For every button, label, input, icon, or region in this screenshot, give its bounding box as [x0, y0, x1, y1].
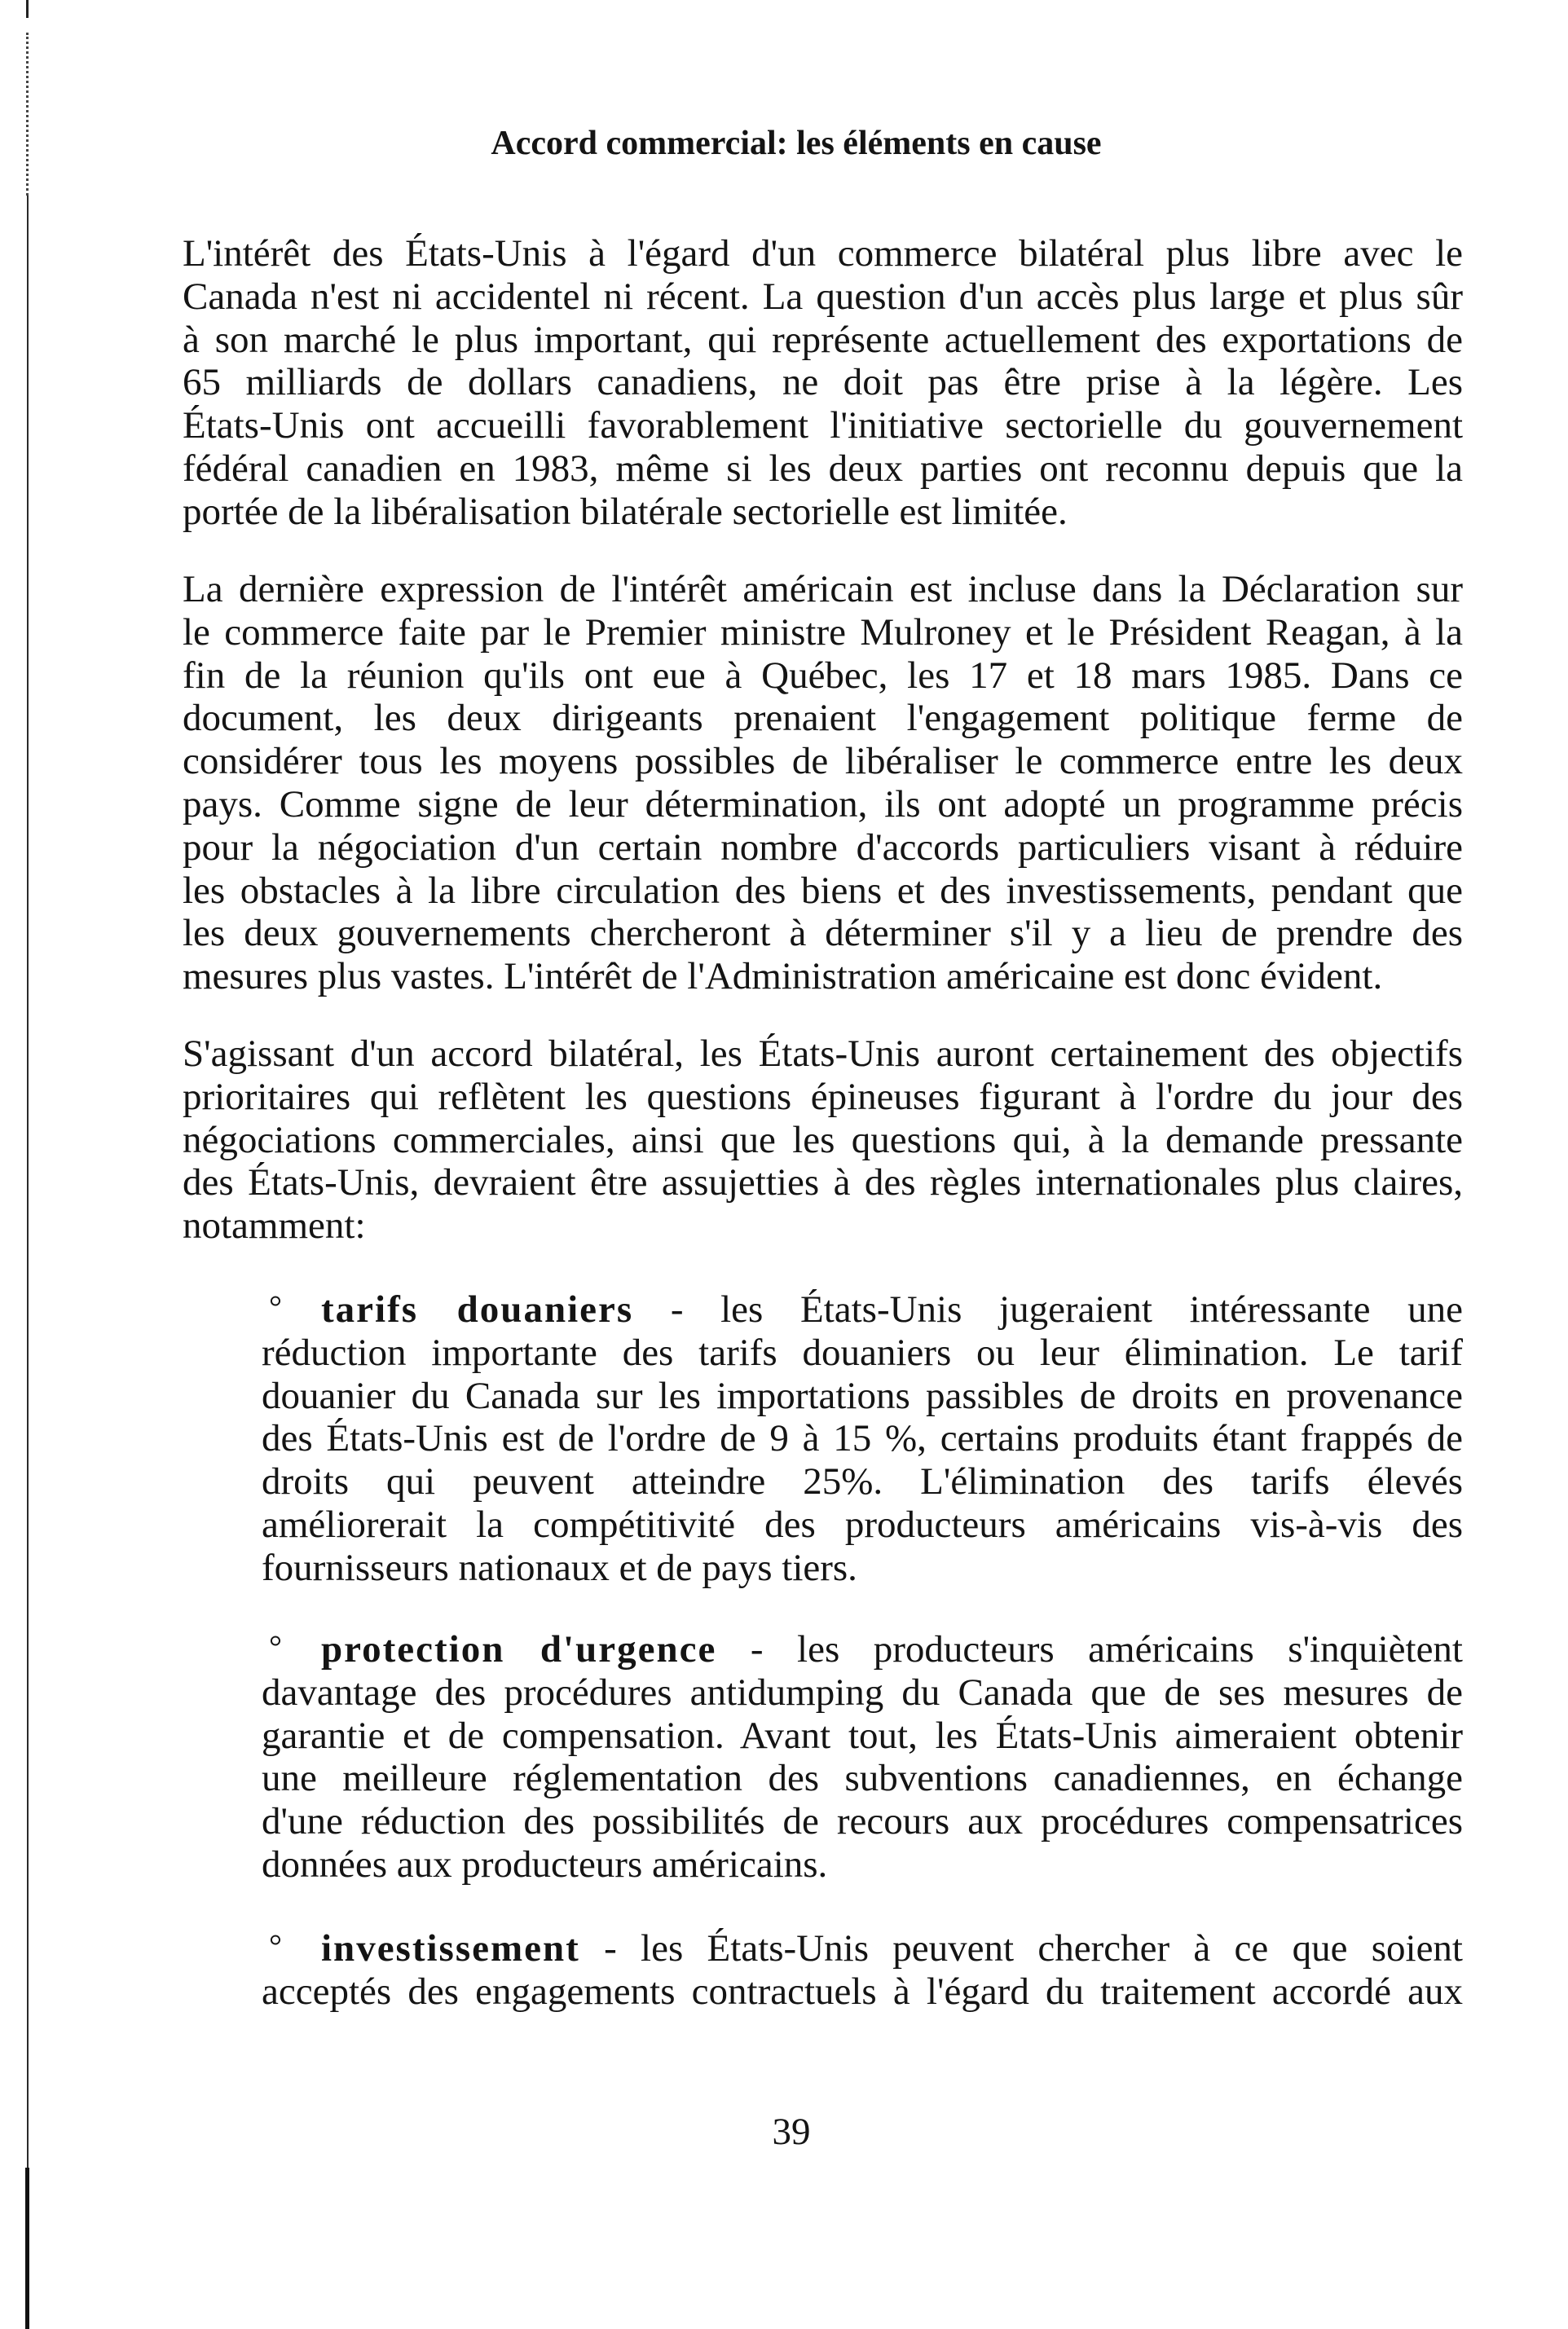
bullet-lead-text — [321, 1288, 1463, 1332]
text-line: garantie et de compensation. Avant tout, les États-Unis aimeraient obtenir — [262, 1714, 1463, 1757]
text-line: fin de la réunion qu'ils ont eue à Québec, les 17 et 18 mars 1985. Dans ce — [183, 654, 1463, 697]
bullet-item-tarifs-douaniers — [262, 1288, 1463, 1590]
text-line: S'agissant d'un accord bilatéral, les États-Unis auront certainement des objectifs — [183, 1032, 1463, 1075]
text-line: mesures plus vastes. L'intérêt de l'Administration américaine est donc évident. — [183, 955, 1383, 998]
bullet-item-protection-urgence — [262, 1628, 1463, 1887]
bullet-lead: - les États-Unis jugeraient intéressante une — [670, 1288, 1463, 1331]
text-line: d'une réduction des possibilités de recours aux procédures compensatrices — [262, 1800, 1463, 1843]
bullet-term: investissement — [321, 1927, 580, 1970]
text-line: document, les deux dirigeants prenaient l'engagement politique ferme de — [183, 697, 1463, 740]
bullet-lead-text — [321, 1927, 1463, 1970]
bullet-first-line — [262, 1927, 1463, 1970]
text-line: les obstacles à la libre circulation des biens et des investissements, pendant que — [183, 869, 1463, 912]
paragraph-2 — [183, 568, 1463, 998]
bullet-lead: - les producteurs américains s'inquiètent — [750, 1628, 1463, 1671]
text-line: acceptés des engagements contractuels à l'égard du traitement accordé aux — [262, 1970, 1463, 2013]
bullet-term: protection d'urgence — [321, 1628, 717, 1671]
scan-edge-line — [27, 196, 29, 2329]
text-line: fédéral canadien en 1983, même si les deux parties ont reconnu depuis que la — [183, 447, 1463, 490]
page-number: 39 — [772, 2111, 811, 2153]
text-line: davantage des procédures antidumping du Canada que de ses mesures de — [262, 1671, 1463, 1714]
text-line: réduction importante des tarifs douaniers ou leur élimination. Le tarif — [262, 1331, 1463, 1374]
bullet-term: tarifs douaniers — [321, 1288, 634, 1331]
text-line: pays. Comme signe de leur détermination, ils ont adopté un programme précis — [183, 782, 1463, 825]
text-line: les deux gouvernements chercheront à déterminer s'il y a lieu de prendre des — [183, 912, 1463, 955]
bullet-marker: ° — [269, 1628, 282, 1665]
text-line: États-Unis ont accueilli favorablement l'initiative sectorielle du gouvernement — [183, 404, 1463, 447]
bullet-marker: ° — [269, 1927, 282, 1964]
text-line: données aux producteurs américains. — [262, 1843, 828, 1886]
bullet-first-line — [262, 1288, 1463, 1332]
bullet-marker: ° — [269, 1288, 282, 1325]
text-line: prioritaires qui reflètent les questions épineuses figurant à l'ordre du jour des — [183, 1075, 1463, 1118]
scan-edge-mark — [26, 0, 29, 18]
bullet-item-investissement — [262, 1927, 1463, 2014]
text-line: L'intérêt des États-Unis à l'égard d'un commerce bilatéral plus libre avec le — [183, 232, 1463, 275]
text-line: négociations commerciales, ainsi que les questions qui, à la demande pressante — [183, 1118, 1463, 1161]
text-line: pour la négociation d'un certain nombre d'accords particuliers visant à réduire — [183, 825, 1463, 869]
text-line: des États-Unis est de l'ordre de 9 à 15 %, certains produits étant frappés de — [262, 1417, 1463, 1460]
text-line: droits qui peuvent atteindre 25%. L'élimination des tarifs élevés — [262, 1460, 1463, 1504]
text-line: portée de la libéralisation bilatérale sectorielle est limitée. — [183, 490, 1068, 533]
running-header-title: Accord commercial: les éléments en cause — [491, 125, 1102, 162]
text-line: une meilleure réglementation des subventions canadiennes, en échange — [262, 1757, 1463, 1800]
text-line: La dernière expression de l'intérêt américain est incluse dans la Déclaration sur — [183, 568, 1463, 610]
scan-edge-shadow — [25, 2168, 29, 2329]
text-line: à son marché le plus important, qui représente actuellement des exportations de — [183, 318, 1463, 361]
paragraph-1 — [183, 232, 1463, 534]
text-line: douanier du Canada sur les importations passibles de droits en provenance — [262, 1374, 1463, 1417]
text-line: améliorerait la compétitivité des producteurs américains vis-à-vis des — [262, 1503, 1463, 1546]
scan-edge-dots — [26, 33, 29, 196]
text-line: notamment: — [183, 1204, 366, 1248]
bullet-first-line — [262, 1628, 1463, 1671]
text-line: 65 milliards de dollars canadiens, ne doit pas être prise à la légère. Les — [183, 361, 1463, 404]
text-line: des États-Unis, devraient être assujetties à des règles internationales plus claires, — [183, 1161, 1463, 1204]
paragraph-3 — [183, 1032, 1463, 1248]
text-line: considérer tous les moyens possibles de libéraliser le commerce entre les deux — [183, 740, 1463, 783]
text-line: Canada n'est ni accidentel ni récent. La question d'un accès plus large et plus sûr — [183, 275, 1463, 318]
text-line: le commerce faite par le Premier ministre Mulroney et le Président Reagan, à la — [183, 610, 1463, 654]
bullet-lead-text — [321, 1628, 1463, 1671]
text-line: fournisseurs nationaux et de pays tiers. — [262, 1546, 857, 1589]
bullet-lead: - les États-Unis peuvent chercher à ce que soient — [604, 1927, 1463, 1970]
